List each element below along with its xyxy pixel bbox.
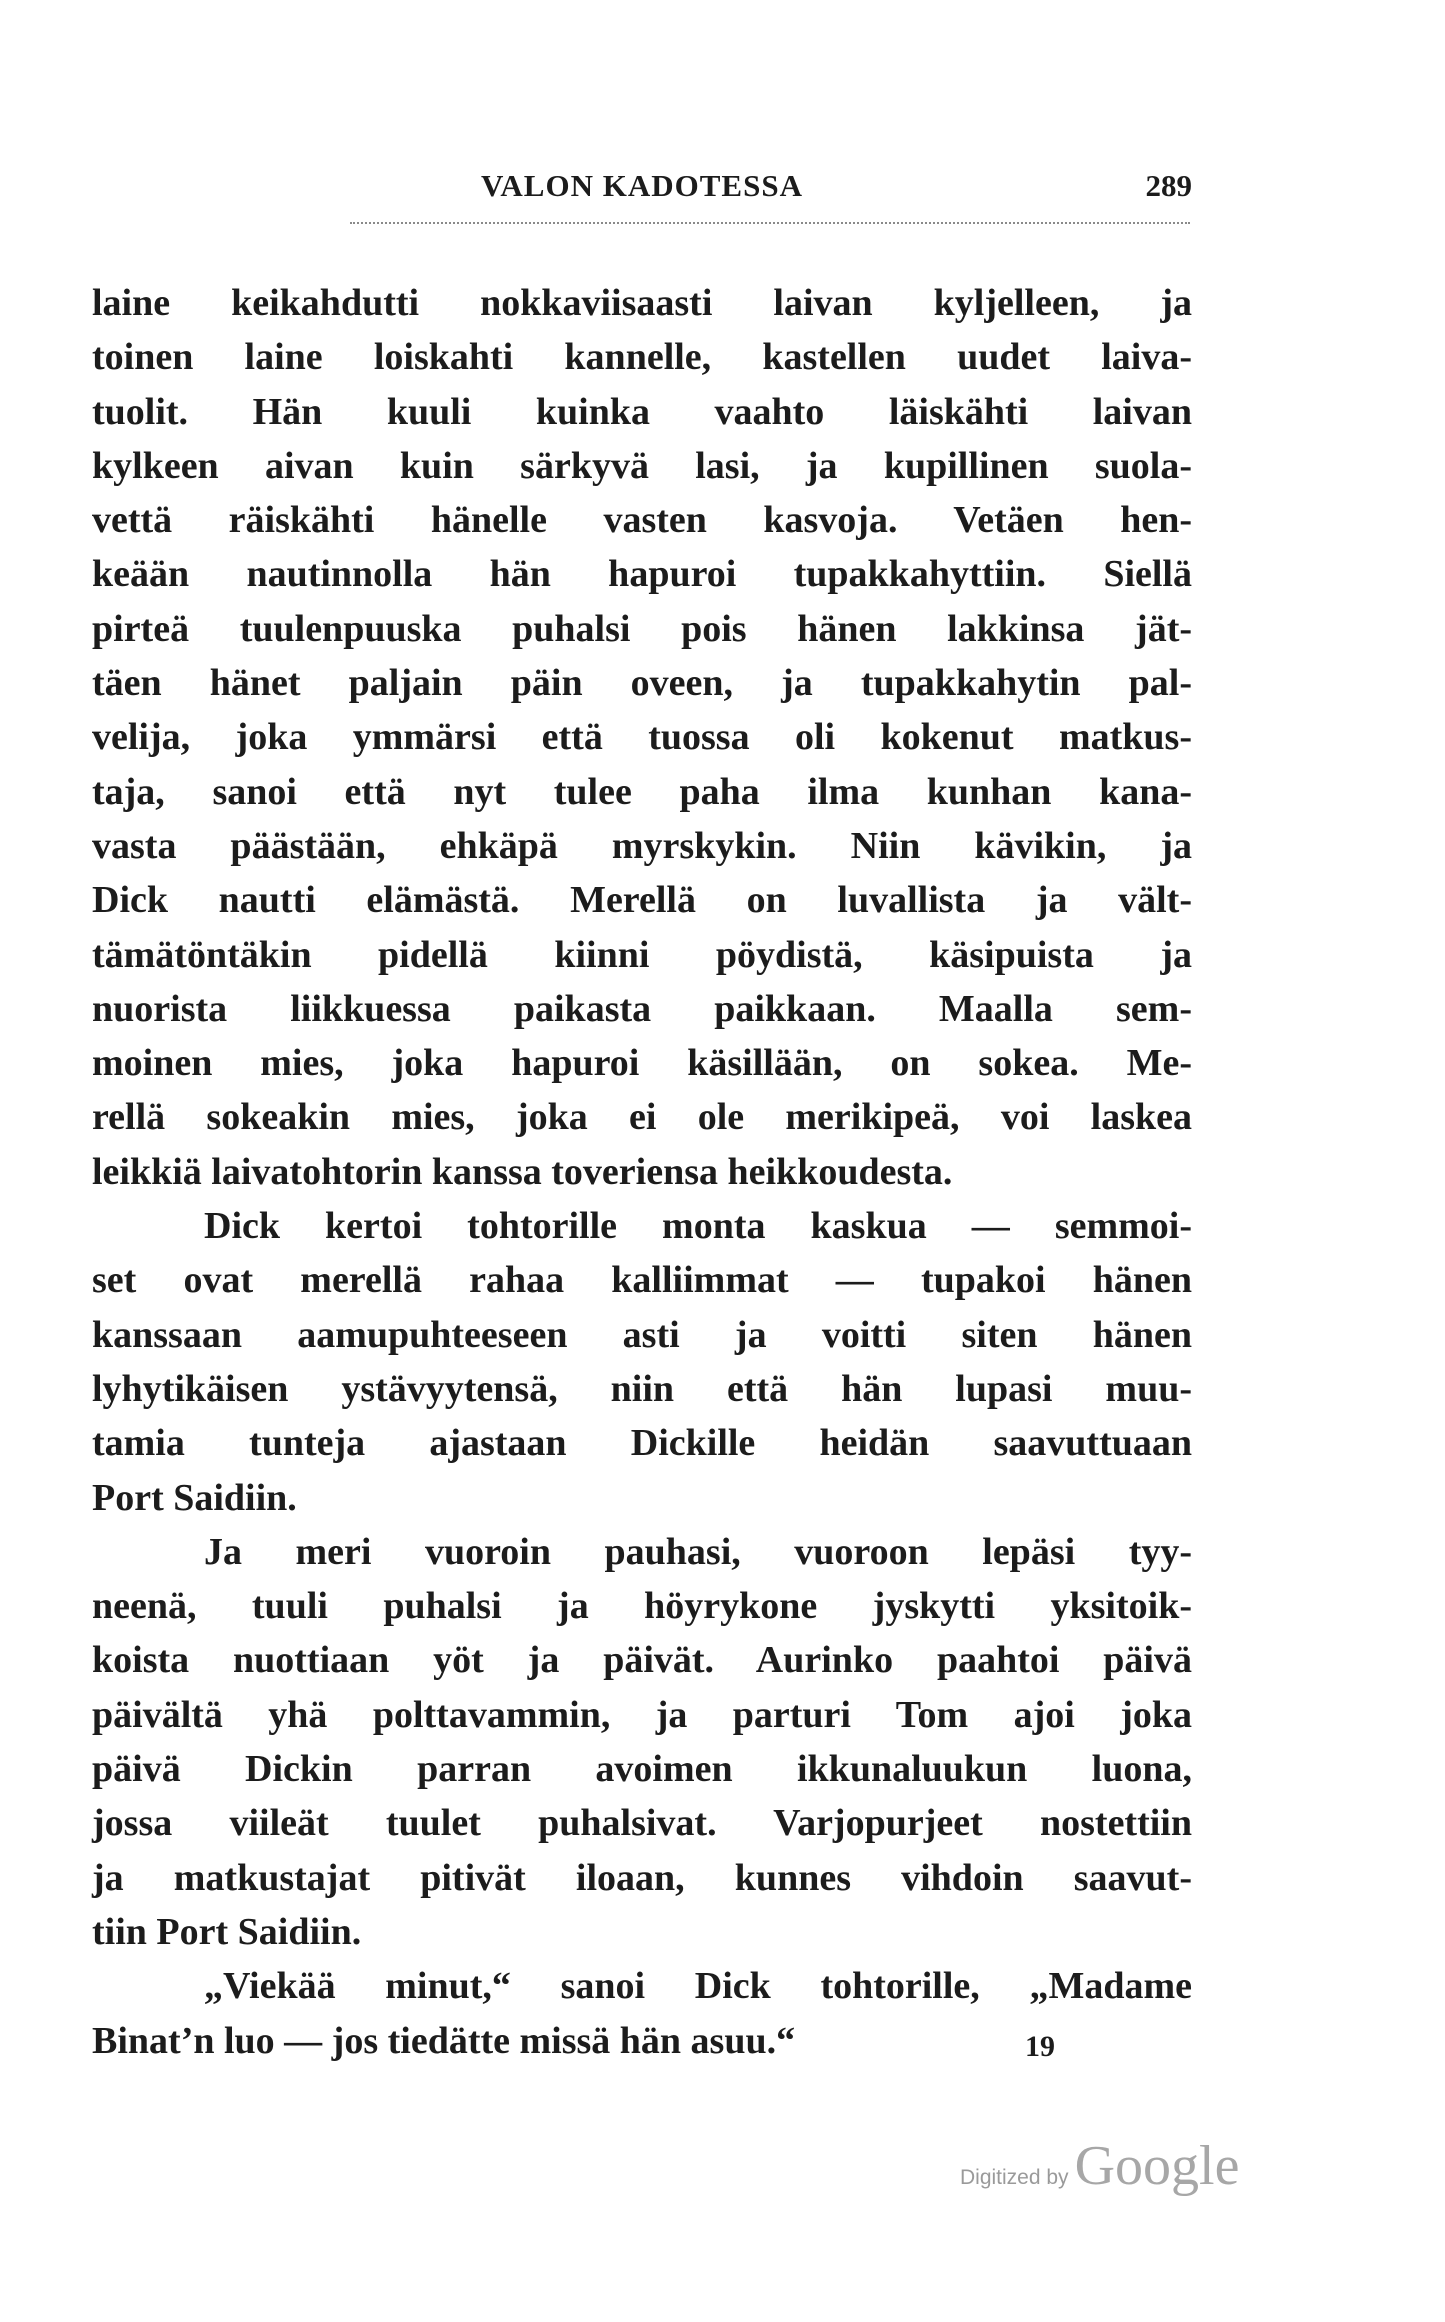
google-logo: Google (1074, 2135, 1240, 2197)
text-line: moinen mies, joka hapuroi käsillään, on sokea. Me- (92, 1042, 1192, 1085)
text-line: neenä, tuuli puhalsi ja höyrykone jyskytti yksitoik- (92, 1585, 1192, 1628)
text-line: pirteä tuulenpuuska puhalsi pois hänen lakkinsa jät- (92, 607, 1192, 650)
running-title: VALON KADOTESSA (481, 168, 803, 203)
text-line: täen hänet paljain päin oveen, ja tupakkahytin pal- (92, 662, 1192, 705)
page-number: 289 (1145, 168, 1192, 203)
text-line: tämätöntäkin pidellä kiinni pöydistä, käsipuista ja (92, 933, 1192, 976)
text-line: set ovat merellä rahaa kalliimmat — tupakoi hänen (92, 1259, 1192, 1302)
text-line: leikkiä laivatohtorin kanssa toveriensa heikkoudesta. (92, 1150, 953, 1193)
text-line: Port Saidiin. (92, 1476, 297, 1519)
text-line: Dick nautti elämästä. Merellä on luvallista ja vält- (92, 879, 1192, 922)
text-line: rellä sokeakin mies, joka ei ole merikipeä, voi laskea (92, 1096, 1192, 1139)
text-line: toinen laine loiskahti kannelle, kastellen uudet laiva- (92, 336, 1192, 379)
text-line: päivä Dickin parran avoimen ikkunaluukun luona, (92, 1748, 1192, 1791)
text-line: kylkeen aivan kuin särkyvä lasi, ja kupillinen suola- (92, 444, 1192, 487)
text-line: vasta päästään, ehkäpä myrskykin. Niin kävikin, ja (92, 824, 1192, 867)
digitized-label: Digitized by (960, 2166, 1069, 2189)
text-line: „Viekää minut,“ sanoi Dick tohtorille, „Madame (204, 1965, 1192, 2008)
text-line: vettä räiskähti hänelle vasten kasvoja. Vetäen hen- (92, 499, 1192, 542)
text-line: Ja meri vuoroin pauhasi, vuoroon lepäsi tyy- (204, 1530, 1192, 1573)
text-line: velija, joka ymmärsi että tuossa oli kokenut matkus- (92, 716, 1192, 759)
text-line: lyhytikäisen ystävyytensä, niin että hän lupasi muu- (92, 1367, 1192, 1410)
header-rule (350, 222, 1190, 224)
text-line: jossa viileät tuulet puhalsivat. Varjopurjeet nostettiin (92, 1802, 1192, 1845)
text-line: laine keikahdutti nokkaviisaasti laivan kyljelleen, ja (92, 282, 1192, 324)
text-line: koista nuottiaan yöt ja päivät. Aurinko paahtoi päivä (92, 1639, 1192, 1682)
text-line: keään nautinnolla hän hapuroi tupakkahyttiin. Siellä (92, 553, 1192, 596)
text-line: päivältä yhä polttavammin, ja parturi Tom ajoi joka (92, 1693, 1192, 1736)
text-line: kanssaan aamupuhteeseen asti ja voitti siten hänen (92, 1313, 1192, 1356)
text-line: tiin Port Saidiin. (92, 1910, 362, 1953)
body-text (92, 276, 1192, 2068)
signature-mark: 19 (1025, 2030, 1055, 2063)
text-line: nuorista liikkuessa paikasta paikkaan. Maalla sem- (92, 987, 1192, 1030)
text-line: tamia tunteja ajastaan Dickille heidän saavuttuaan (92, 1422, 1192, 1465)
text-line: taja, sanoi että nyt tulee paha ilma kunhan kana- (92, 770, 1192, 813)
text-line: tuolit. Hän kuuli kuinka vaahto läiskähti laivan (92, 390, 1192, 433)
digitized-watermark (960, 2134, 1239, 2204)
text-line: Binat’n luo — jos tiedätte missä hän asuu.“ (92, 2019, 796, 2062)
running-head (92, 168, 1192, 208)
text-line: ja matkustajat pitivät iloaan, kunnes vihdoin saavut- (92, 1856, 1192, 1899)
text-line: Dick kertoi tohtorille monta kaskua — semmoi- (204, 1205, 1192, 1248)
